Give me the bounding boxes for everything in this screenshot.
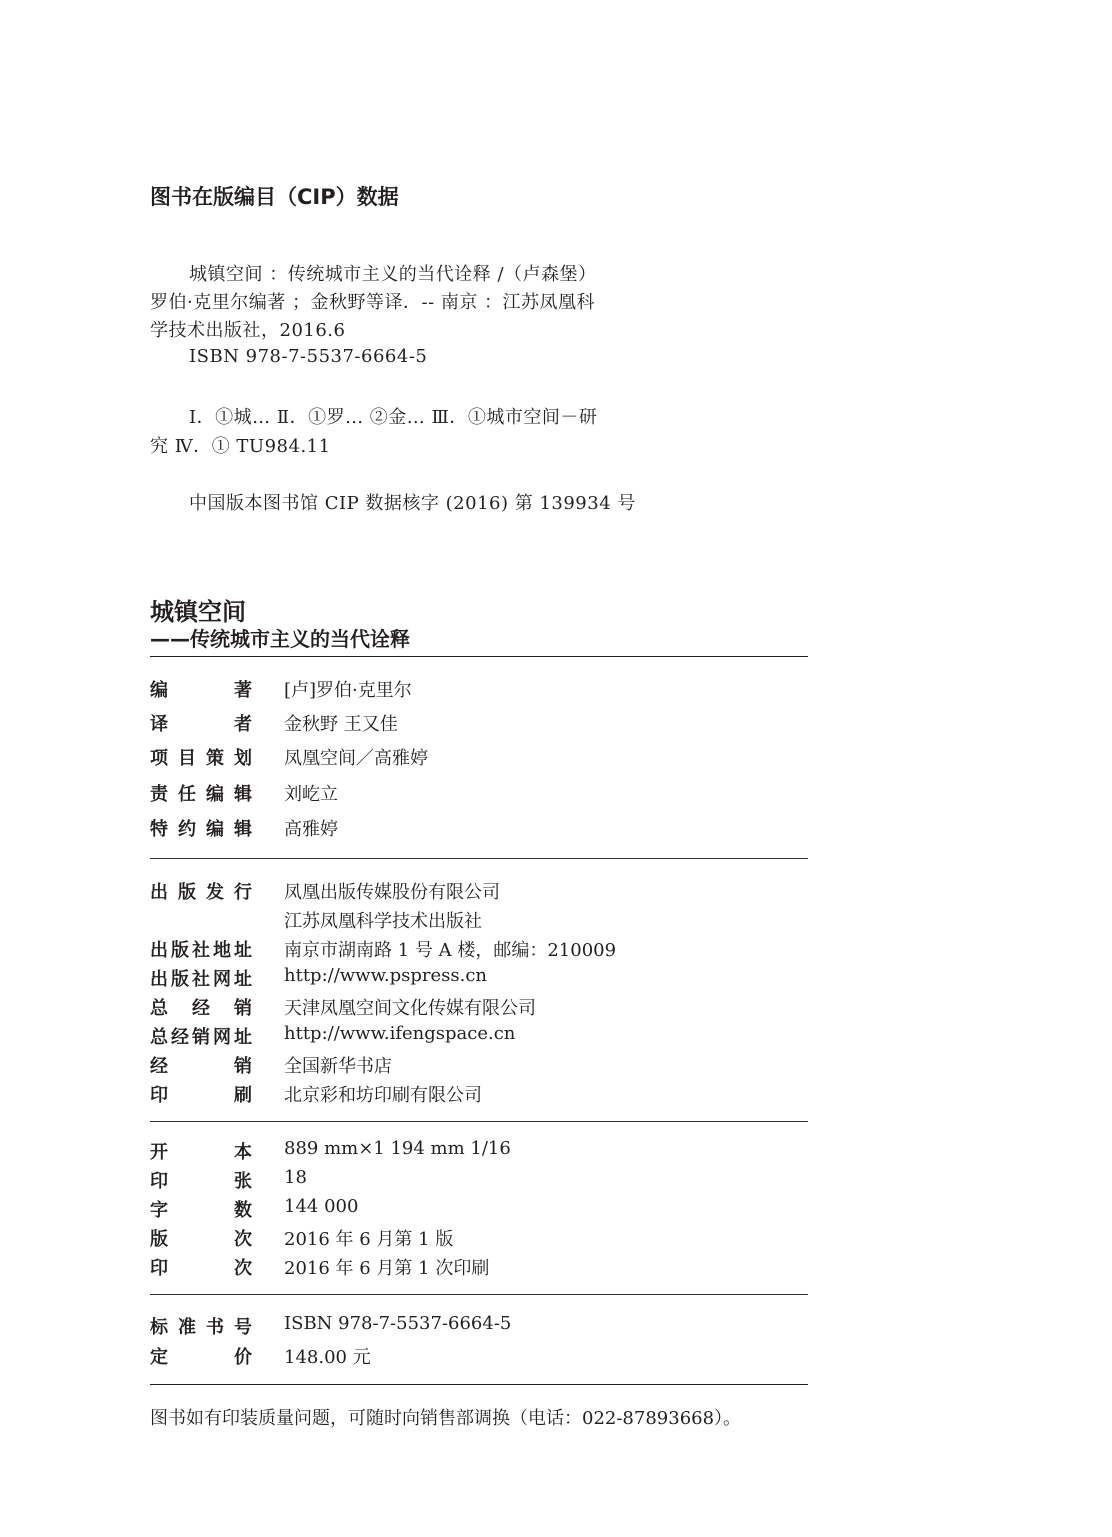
publisher-row — [150, 878, 808, 904]
cip-line: ISBN 978-7-5537-6664-5 — [189, 346, 428, 367]
book-subtitle: ——传统城市主义的当代诠释 — [150, 627, 410, 651]
spec-label: 印次 — [150, 1258, 252, 1279]
credit-value: 凤凰空间／高雅婷 — [284, 748, 428, 769]
credit-label: 编著 — [150, 680, 252, 701]
credit-label: 责任编辑 — [150, 784, 252, 805]
spec-value: 18 — [284, 1167, 307, 1188]
spec-value: 2016 年 6 月第 1 版 — [284, 1229, 454, 1250]
publisher-value: 北京彩和坊印刷有限公司 — [284, 1085, 482, 1106]
publisher-value: 全国新华书店 — [284, 1056, 392, 1077]
spec-label: 字数 — [150, 1200, 252, 1221]
publisher-label: 出版发行 — [150, 882, 252, 903]
cip-line: 中国版本图书馆 CIP 数据核字 (2016) 第 139934 号 — [189, 493, 636, 514]
publisher-row — [150, 1052, 808, 1078]
isbn-value: ISBN 978-7-5537-6664-5 — [284, 1313, 512, 1334]
cip-line: Ⅰ．①城… Ⅱ．①罗… ②金… Ⅲ．①城市空间－研 — [189, 407, 598, 428]
footer-note: 图书如有印装质量问题，可随时向销售部调换（电话：022-87893668）。 — [150, 1408, 742, 1429]
publisher-value: 天津凤凰空间文化传媒有限公司 — [284, 998, 536, 1019]
credit-value: 刘屹立 — [284, 784, 338, 805]
publisher-row — [150, 1081, 808, 1107]
credit-label: 特约编辑 — [150, 819, 252, 840]
credit-row — [150, 780, 808, 806]
credit-label: 译者 — [150, 714, 252, 735]
spec-label: 开本 — [150, 1142, 252, 1163]
section-divider — [150, 858, 808, 859]
publisher-row — [150, 965, 808, 991]
spec-value: 2016 年 6 月第 1 次印刷 — [284, 1258, 490, 1279]
isbn-row — [150, 1313, 808, 1339]
publisher-website-link[interactable]: http://www.pspress.cn — [284, 965, 487, 986]
spec-value: 889 mm×1 194 mm 1/16 — [284, 1138, 511, 1159]
cip-line: 学技术出版社，2016.6 — [150, 320, 346, 341]
publisher-row — [150, 1023, 808, 1049]
book-title: 城镇空间 — [150, 598, 246, 626]
publisher-value: 南京市湖南路 1 号 A 楼，邮编：210009 — [284, 940, 617, 961]
credit-row — [150, 744, 808, 770]
publisher-row — [150, 907, 808, 933]
publisher-label: 总经销 — [150, 998, 252, 1019]
spec-label: 印张 — [150, 1171, 252, 1192]
spec-row — [150, 1167, 808, 1193]
spec-value: 144 000 — [284, 1196, 359, 1217]
publisher-row — [150, 994, 808, 1020]
credit-value: [卢]罗伯·克里尔 — [284, 680, 412, 701]
cip-heading: 图书在版编目（CIP）数据 — [150, 185, 399, 209]
publisher-label: 经销 — [150, 1056, 252, 1077]
price-value: 148.00 元 — [284, 1347, 371, 1368]
spec-row — [150, 1196, 808, 1222]
spec-row — [150, 1138, 808, 1164]
publisher-value: 江苏凤凰科学技术出版社 — [284, 911, 482, 932]
section-divider — [150, 1121, 808, 1122]
credit-row — [150, 710, 808, 736]
price-label: 定价 — [150, 1347, 252, 1368]
publisher-row — [150, 936, 808, 962]
credit-row — [150, 815, 808, 841]
publisher-label: 印刷 — [150, 1085, 252, 1106]
spec-row — [150, 1254, 808, 1280]
publisher-label: 总经销网址 — [150, 1027, 252, 1048]
credit-label: 项目策划 — [150, 748, 252, 769]
distributor-website-link[interactable]: http://www.ifengspace.cn — [284, 1023, 516, 1044]
cip-line: 城镇空间 ：传统城市主义的当代诠释 /（卢森堡） — [189, 264, 597, 285]
cip-line: 罗伯·克里尔编著 ；金秋野等译．-- 南京 ：江苏凤凰科 — [150, 292, 596, 313]
credit-value: 金秋野 王又佳 — [284, 714, 398, 735]
credit-row — [150, 676, 808, 702]
section-divider — [150, 1294, 808, 1295]
isbn-label: 标准书号 — [150, 1317, 252, 1338]
publisher-label: 出版社网址 — [150, 969, 252, 990]
publisher-value: 凤凰出版传媒股份有限公司 — [284, 882, 500, 903]
cip-line: 究 Ⅳ．① TU984.11 — [150, 436, 331, 457]
price-row — [150, 1343, 808, 1369]
publisher-label: 出版社地址 — [150, 940, 252, 961]
credit-value: 高雅婷 — [284, 819, 338, 840]
spec-row — [150, 1225, 808, 1251]
title-divider — [150, 656, 808, 657]
spec-label: 版次 — [150, 1229, 252, 1250]
footer-divider — [150, 1384, 808, 1385]
